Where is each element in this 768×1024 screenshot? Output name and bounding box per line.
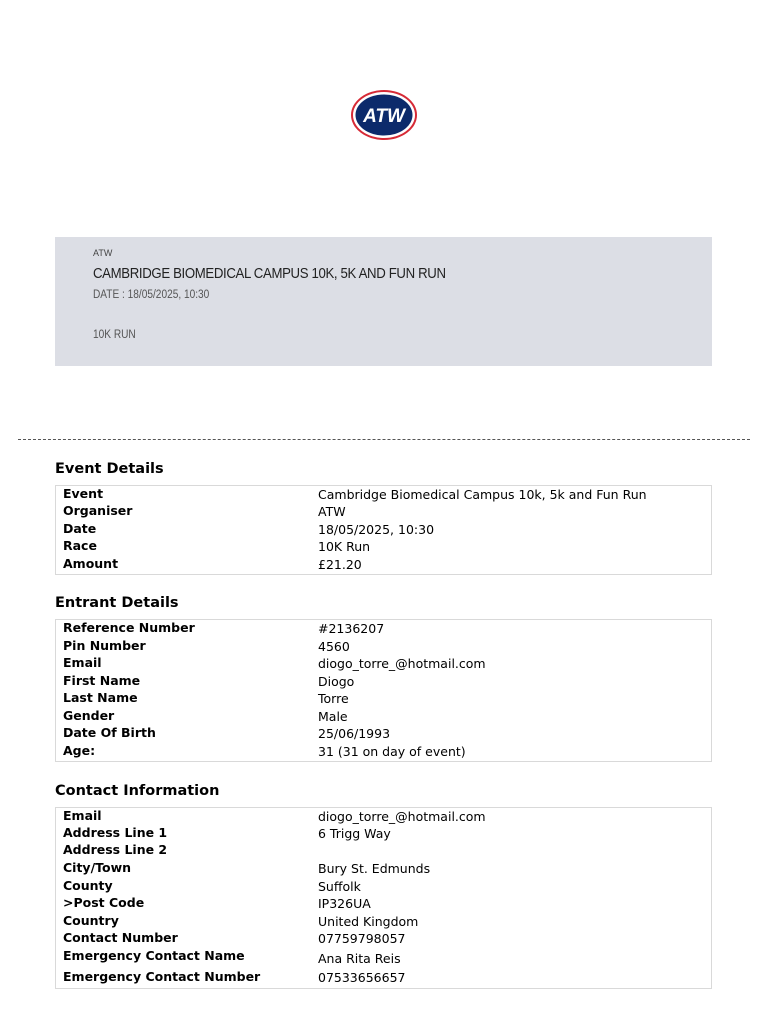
banner-date: DATE : 18/05/2025, 10:30: [93, 289, 210, 301]
table-row: [56, 673, 711, 690]
row-value: 07759798057: [318, 931, 406, 946]
row-label: Pin Number: [63, 638, 146, 653]
row-label: Address Line 2: [63, 842, 168, 857]
row-value: £21.20: [318, 557, 362, 572]
row-label: Race: [63, 538, 97, 553]
row-label: First Name: [63, 673, 141, 688]
table-row: [56, 878, 711, 895]
contact-information-table: [55, 807, 712, 989]
row-value: Cambridge Biomedical Campus 10k, 5k and Fun Run: [318, 487, 647, 502]
row-value: Diogo: [318, 674, 355, 689]
row-value: Ana Rita Reis: [318, 951, 401, 966]
event-details-title: Event Details: [55, 461, 164, 477]
table-row: [56, 725, 711, 742]
row-value: 18/05/2025, 10:30: [318, 522, 435, 537]
row-label: Amount: [63, 556, 119, 571]
row-value: 07533656657: [318, 970, 406, 985]
table-row: [56, 620, 711, 637]
row-label: Event: [63, 486, 104, 501]
table-row: [56, 895, 711, 912]
table-row: [56, 948, 711, 965]
table-row: [56, 969, 711, 986]
row-label: Country: [63, 913, 119, 928]
event-banner: [55, 237, 712, 366]
banner-organiser: ATW: [93, 248, 113, 258]
table-row: [56, 538, 711, 555]
row-label: >Post Code: [63, 895, 145, 910]
row-value: diogo_torre_@hotmail.com: [318, 656, 486, 671]
row-label: Email: [63, 655, 102, 670]
row-label: City/Town: [63, 860, 132, 875]
entrant-details-table: [55, 619, 712, 762]
row-label: Gender: [63, 708, 115, 723]
row-label: Email: [63, 808, 102, 823]
table-row: [56, 486, 711, 503]
row-label: Last Name: [63, 690, 138, 705]
row-value: IP326UA: [318, 896, 371, 911]
table-row: [56, 930, 711, 947]
row-value: Suffolk: [318, 879, 361, 894]
atw-logo: [350, 89, 418, 141]
row-label: Emergency Contact Number: [63, 969, 261, 984]
row-label: Emergency Contact Name: [63, 948, 245, 963]
row-value: Torre: [318, 691, 349, 706]
table-row: [56, 521, 711, 538]
row-label: Date: [63, 521, 97, 536]
row-label: Date Of Birth: [63, 725, 156, 740]
table-row: [56, 860, 711, 877]
table-row: [56, 842, 711, 859]
row-value: 4560: [318, 639, 350, 654]
logo-text: ATW: [363, 106, 405, 127]
row-value: 25/06/1993: [318, 726, 391, 741]
row-label: County: [63, 878, 113, 893]
row-value: United Kingdom: [318, 914, 419, 929]
entrant-details-title: Entrant Details: [55, 595, 179, 611]
row-label: Age:: [63, 743, 96, 758]
contact-information-title: Contact Information: [55, 783, 220, 799]
row-label: Reference Number: [63, 620, 195, 635]
row-label: Address Line 1: [63, 825, 168, 840]
table-row: [56, 825, 711, 842]
table-row: [56, 503, 711, 520]
table-row: [56, 690, 711, 707]
row-value: 31 (31 on day of event): [318, 744, 466, 759]
dashed-divider: [18, 439, 750, 440]
row-value: Male: [318, 709, 348, 724]
table-row: [56, 913, 711, 930]
row-label: Organiser: [63, 503, 133, 518]
table-row: [56, 743, 711, 760]
table-row: [56, 708, 711, 725]
row-value: diogo_torre_@hotmail.com: [318, 809, 486, 824]
row-value: 10K Run: [318, 539, 371, 554]
banner-title: CAMBRIDGE BIOMEDICAL CAMPUS 10K, 5K AND FUN RUN: [93, 265, 446, 282]
banner-race: 10K RUN: [93, 329, 136, 341]
row-label: Contact Number: [63, 930, 178, 945]
table-row: [56, 638, 711, 655]
table-row: [56, 556, 711, 573]
row-value: ATW: [318, 504, 346, 519]
row-value: #2136207: [318, 621, 385, 636]
row-value: 6 Trigg Way: [318, 826, 391, 841]
row-value: Bury St. Edmunds: [318, 861, 431, 876]
event-details-table: [55, 485, 712, 575]
table-row: [56, 808, 711, 825]
table-row: [56, 655, 711, 672]
